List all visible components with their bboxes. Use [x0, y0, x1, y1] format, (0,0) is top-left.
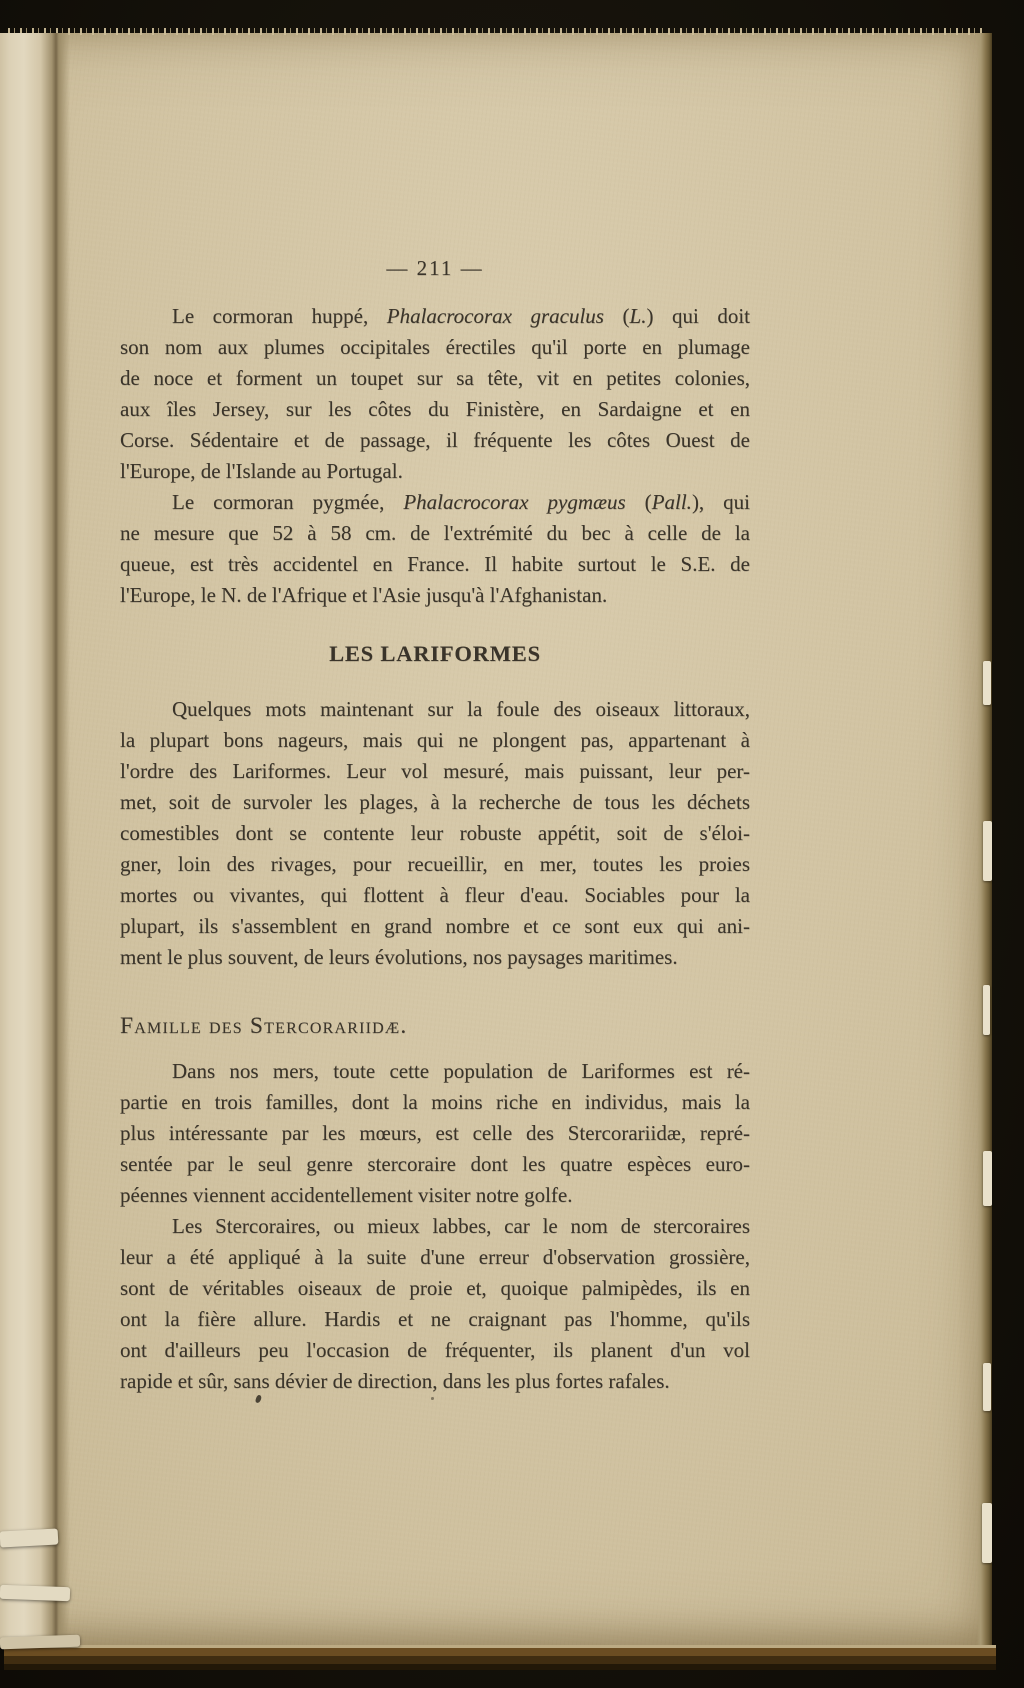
text-line: Corse. Sédentaire et de passage, il fréquente les côtes Ouest de — [120, 428, 750, 452]
text-block — [120, 253, 750, 1397]
text-line: son nom aux plumes occipitales érectiles qu'il porte en plumage — [120, 335, 750, 359]
paragraph-cormoran-pygmee — [120, 487, 750, 611]
bottom-page-stack-edge — [4, 1645, 996, 1675]
torn-paper-bit — [983, 821, 992, 881]
torn-paper-bit — [983, 1151, 992, 1206]
text-line: Le cormoran huppé, Phalacrocorax graculus (L.) qui doit — [172, 304, 750, 328]
ink-speck — [431, 1397, 434, 1400]
text-line: sentée par le seul genre stercoraire dont les quatre espèces euro- — [120, 1152, 750, 1176]
text-line: plupart, ils s'assemblent en grand nombre et ce sont eux qui ani- — [120, 914, 750, 938]
text-line: ne mesure que 52 à 58 cm. de l'extrémité du bec à celle de la — [120, 521, 750, 545]
text-line: ont la fière allure. Hardis et ne craignant pas l'homme, qu'ils — [120, 1307, 750, 1331]
ink-speck — [255, 1394, 262, 1403]
text-line: aux îles Jersey, sur les côtes du Finistère, en Sardaigne et en — [120, 397, 750, 421]
book-page — [0, 33, 992, 1645]
text-line: met, soit de survoler les plages, à la recherche de tous les déchets — [120, 790, 750, 814]
torn-paper-bit — [983, 1363, 991, 1411]
text-line: plus intéressante par les mœurs, est celle des Stercorariidæ, repré- — [120, 1121, 750, 1145]
text-line: comestibles dont se contente leur robuste appétit, soit de s'éloi- — [120, 821, 750, 845]
page-number: — 211 — — [386, 256, 484, 280]
text-line: leur a été appliqué à la suite d'une erreur d'observation grossière, — [120, 1245, 750, 1269]
text-line: ont d'ailleurs peu l'occasion de fréquenter, ils planent d'un vol — [120, 1338, 750, 1362]
text-line: sont de véritables oiseaux de proie et, quoique palmipèdes, ils en — [120, 1276, 750, 1300]
section-heading-lariformes: LES LARIFORMES — [329, 641, 541, 666]
family-subheading-stercorariidae: Famille des Stercorariidæ. — [120, 1013, 408, 1039]
text-line: Quelques mots maintenant sur la foule des oiseaux littoraux, — [172, 697, 750, 721]
text-line: Les Stercoraires, ou mieux labbes, car le nom de stercoraires — [172, 1214, 750, 1238]
text-line: mortes ou vivantes, qui flottent à fleur d'eau. Sociables pour la — [120, 883, 750, 907]
text-line: l'ordre des Lariformes. Leur vol mesuré, mais puissant, leur per- — [120, 759, 750, 783]
paragraph-cormoran-huppe — [120, 301, 750, 487]
paragraph-lariformes-intro — [120, 694, 750, 973]
text-line: gner, loin des rivages, pour recueillir, en mer, toutes les proies — [120, 852, 750, 876]
torn-paper-bit — [983, 985, 990, 1035]
bottom-left-page-curl — [0, 1585, 70, 1601]
torn-paper-bit — [982, 1503, 992, 1563]
text-line: péennes viennent accidentellement visiter notre golfe. — [120, 1183, 573, 1207]
paragraph-stercoraires — [120, 1211, 750, 1397]
text-line: rapide et sûr, sans dévier de direction, dans les plus fortes rafales. — [120, 1369, 670, 1393]
deckled-top-edge — [8, 28, 983, 35]
paragraph-trois-familles — [120, 1056, 750, 1211]
text-line: l'Europe, le N. de l'Afrique et l'Asie jusqu'à l'Afghanistan. — [120, 583, 608, 607]
text-line: partie en trois familles, dont la moins riche en individus, mais la — [120, 1090, 750, 1114]
gutter-page-curl — [0, 33, 70, 1645]
text-line: Le cormoran pygmée, Phalacrocorax pygmæus (Pall.), qui — [172, 490, 751, 514]
text-line: queue, est très accidentel en France. Il habite surtout le S.E. de — [120, 552, 750, 576]
text-line: Dans nos mers, toute cette population de Lariformes est ré- — [172, 1059, 750, 1083]
bottom-left-page-curl — [0, 1528, 58, 1547]
text-line: de noce et forment un toupet sur sa tête, vit en petites colonies, — [120, 366, 750, 390]
text-line: l'Europe, de l'Islande au Portugal. — [120, 459, 403, 483]
text-line: ment le plus souvent, de leurs évolutions, nos paysages maritimes. — [120, 945, 678, 969]
torn-paper-bit — [983, 661, 991, 705]
text-line: la plupart bons nageurs, mais qui ne plongent pas, appartenant à — [120, 728, 750, 752]
